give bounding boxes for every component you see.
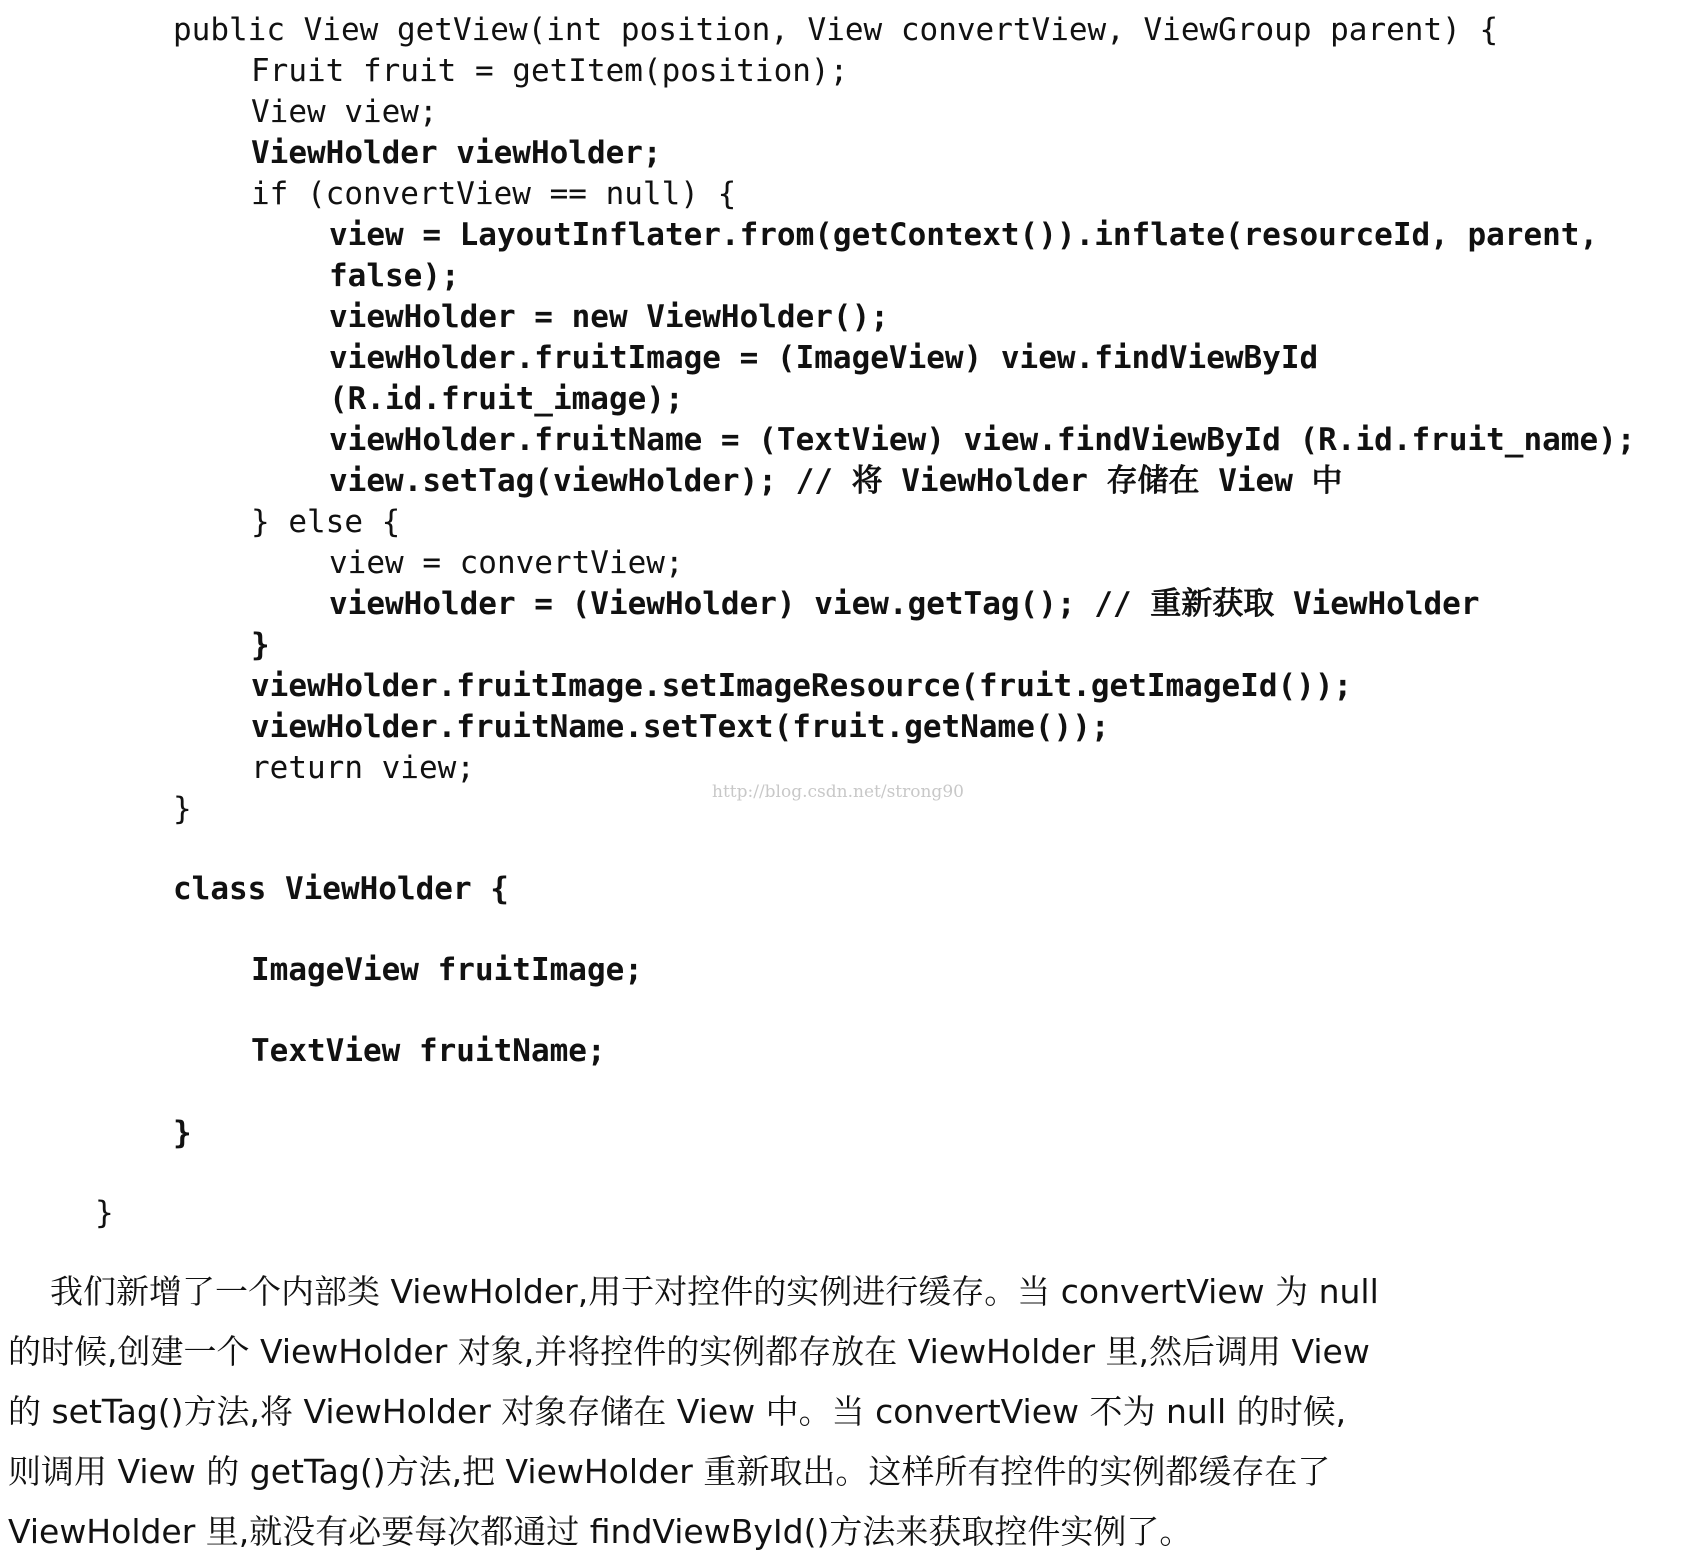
paragraph-line: ViewHolder 里,就没有必要每次都通过 findViewById()方法来获取控件实例了。	[8, 1512, 1193, 1551]
code-line: }	[173, 791, 192, 827]
code-line: view = LayoutInflater.from(getContext()).inflate(resourceId, parent,	[329, 217, 1599, 253]
code-line: view.setTag(viewHolder); // 将 ViewHolder 存储在 View 中	[329, 463, 1343, 499]
code-line: view = convertView;	[329, 545, 684, 581]
code-line: Fruit fruit = getItem(position);	[251, 53, 849, 89]
code-line: viewHolder.fruitName = (TextView) view.findViewById (R.id.fruit_name);	[329, 422, 1636, 458]
code-line: viewHolder = (ViewHolder) view.getTag(); // 重新获取 ViewHolder	[329, 586, 1480, 622]
code-line: class ViewHolder {	[173, 871, 509, 907]
paragraph-line: 的时候,创建一个 ViewHolder 对象,并将控件的实例都存放在 ViewHolder 里,然后调用 View	[8, 1332, 1370, 1371]
code-line: ImageView fruitImage;	[251, 952, 643, 988]
code-line: if (convertView == null) {	[251, 176, 737, 212]
code-line: View view;	[251, 94, 438, 130]
paragraph-line: 我们新增了一个内部类 ViewHolder,用于对控件的实例进行缓存。当 convertView 为 null	[8, 1272, 1379, 1311]
code-line: ViewHolder viewHolder;	[251, 135, 662, 171]
code-line: viewHolder.fruitName.setText(fruit.getName());	[251, 709, 1110, 745]
code-line: viewHolder.fruitImage.setImageResource(fruit.getImageId());	[251, 668, 1353, 704]
watermark: http://blog.csdn.net/strong90	[712, 782, 964, 802]
code-line: }	[95, 1195, 114, 1231]
code-line: }	[173, 1115, 192, 1151]
code-line: false);	[329, 258, 460, 294]
code-line: TextView fruitName;	[251, 1033, 606, 1069]
code-line: (R.id.fruit_image);	[329, 381, 684, 417]
paragraph-line: 的 setTag()方法,将 ViewHolder 对象存储在 View 中。当 convertView 不为 null 的时候,	[8, 1392, 1347, 1431]
code-line: return view;	[251, 750, 475, 786]
paragraph-line: 则调用 View 的 getTag()方法,把 ViewHolder 重新取出。这样所有控件的实例都缓存在了	[8, 1452, 1331, 1491]
code-line: viewHolder.fruitImage = (ImageView) view.findViewById	[329, 340, 1319, 376]
code-line: public View getView(int position, View convertView, ViewGroup parent) {	[173, 12, 1499, 48]
code-line: } else {	[251, 504, 401, 540]
code-line: viewHolder = new ViewHolder();	[329, 299, 889, 335]
code-line: }	[251, 627, 270, 663]
explanation-paragraph	[8, 1262, 1684, 1562]
